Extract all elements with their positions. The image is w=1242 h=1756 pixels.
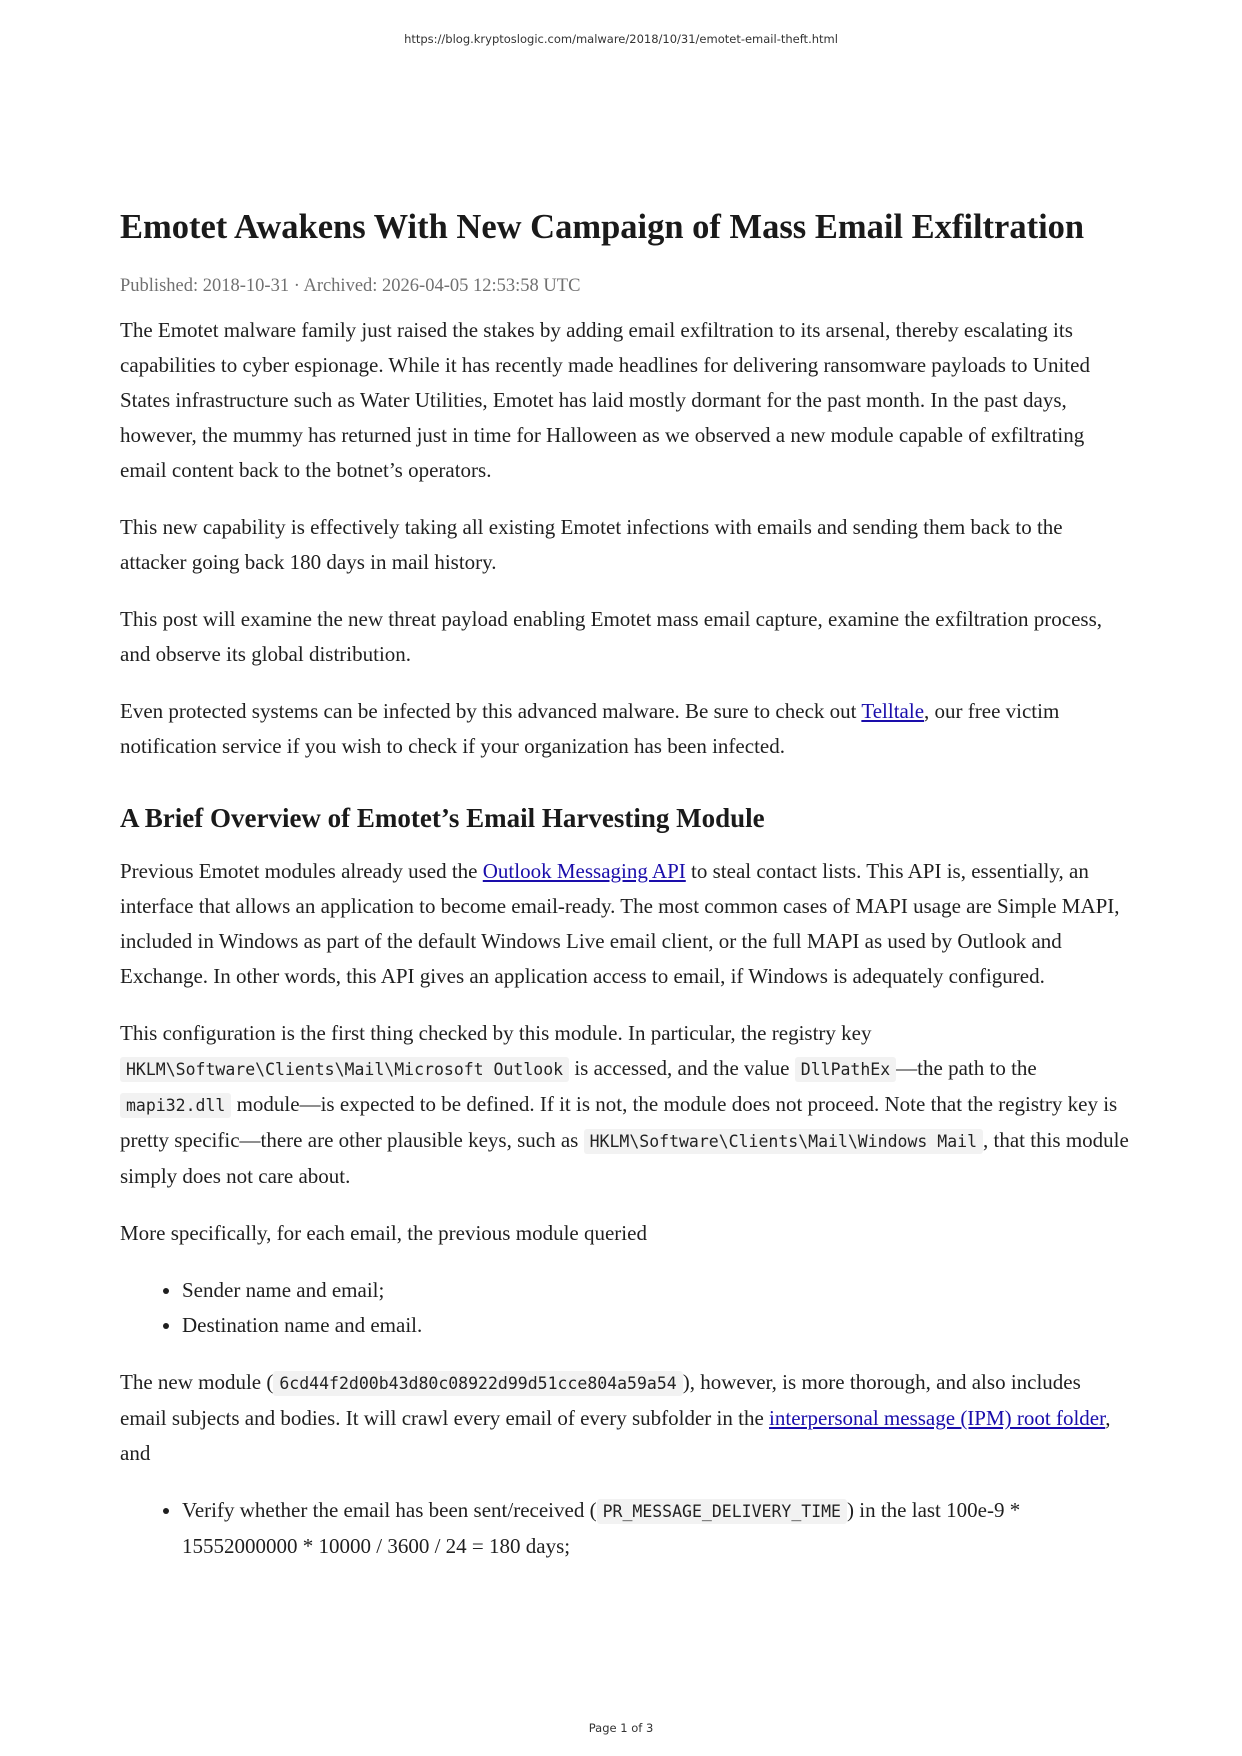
list-item: • Sender name and email; (182, 1273, 1130, 1308)
dllpathex-code: DllPathEx (795, 1057, 896, 1082)
paragraph-previous-module: More specifically, for each email, the previous module queried (120, 1221, 647, 1245)
previous-module-list (120, 1273, 1130, 1343)
paragraph-capability: This new capability is effectively taking all existing Emotet infections with emails and sending them back to the attacker going back 180 days in mail history. (120, 515, 1063, 574)
mapi32-code: mapi32.dll (120, 1093, 231, 1118)
module-hash-code: 6cd44f2d00b43d80c08922d99d51cce804a59a54 (273, 1371, 682, 1396)
article (120, 205, 1130, 1586)
page-url-header: https://blog.kryptoslogic.com/malware/2018/10/31/emotet-email-theft.html (404, 32, 838, 46)
registry-key-windows-mail-code: HKLM\Software\Clients\Mail\Windows Mail (584, 1129, 983, 1154)
registry-key-outlook-code: HKLM\Software\Clients\Mail\Microsoft Outlook (120, 1057, 569, 1082)
article-title: Emotet Awakens With New Campaign of Mass Email Exfiltration (120, 208, 1085, 246)
article-meta: Published: 2018-10-31 · Archived: 2026-04-05 12:53:58 UTC (120, 276, 581, 296)
new-module-list (120, 1493, 1130, 1564)
paragraph-intro: The Emotet malware family just raised the stakes by adding email exfiltration to its arsenal, thereby escalating its capabilities to cyber espionage. While it has recently made headlines for delivering ransomware payloads to United States infrastructure such as Water Utilities, Emotet has laid mostly dormant for the past month. In the past days, however, the mummy has returned just in time for Halloween as we observed a new module capable of exfiltrating email content back to the botnet’s operators. (120, 318, 1090, 482)
paragraph-new-module: The new module ( 6cd44f2d00b43d80c08922d99d51cce804a59a54 ), however, is more thorough, and also includes email subjects and bodies. It will crawl every email of every subfolder in the interpersonal message (IPM) root folder, and (120, 1370, 1111, 1465)
list-item: • Destination name and email. (182, 1308, 1130, 1343)
outlook-messaging-api-link[interactable]: Outlook Messaging API (482, 859, 686, 883)
delivery-time-code: PR_MESSAGE_DELIVERY_TIME (597, 1499, 847, 1524)
page-number-footer: Page 1 of 3 (588, 1721, 654, 1735)
telltale-link[interactable]: Telltale (861, 699, 925, 723)
paragraph-registry: This configuration is the first thing checked by this module. In particular, the registry key HKLM\Software\Clients\Mail\Microsoft Outlook is accessed, and the value DllPathEx —the path to the mapi32.dll module—is expected to be defined. If it is not, the module does not proceed. Note that the registry key is pretty specific—there are other plausible keys, such as HKLM\Software\Clients\Mail\Windows Mail , that this module simply does not care about. (120, 1021, 1129, 1188)
paragraph-telltale: Even protected systems can be infected by this advanced malware. Be sure to check out Telltale, our free victim notification service if you wish to check if your organization has been infected. (120, 699, 1060, 758)
paragraph-mapi: Previous Emotet modules already used the Outlook Messaging API to steal contact lists. This API is, essentially, an interface that allows an application to become email-ready. The most common cases of MAPI usage are Simple MAPI, included in Windows as part of the default Windows Live email client, or the full MAPI as used by Outlook and Exchange. In other words, this API gives an application access to email, if Windows is adequately configured. (120, 859, 1120, 988)
paragraph-post-overview: This post will examine the new threat payload enabling Emotet mass email capture, examine the exfiltration process, and observe its global distribution. (120, 607, 1103, 666)
section-heading: A Brief Overview of Emotet’s Email Harvesting Module (120, 803, 765, 833)
list-item: • Verify whether the email has been sent/received ( PR_MESSAGE_DELIVERY_TIME ) in the last 100e-9 * 15552000000 * 10000 / 3600 / 24 = 180 days; (182, 1493, 1130, 1564)
ipm-root-folder-link[interactable]: interpersonal message (IPM) root folder (769, 1406, 1106, 1430)
